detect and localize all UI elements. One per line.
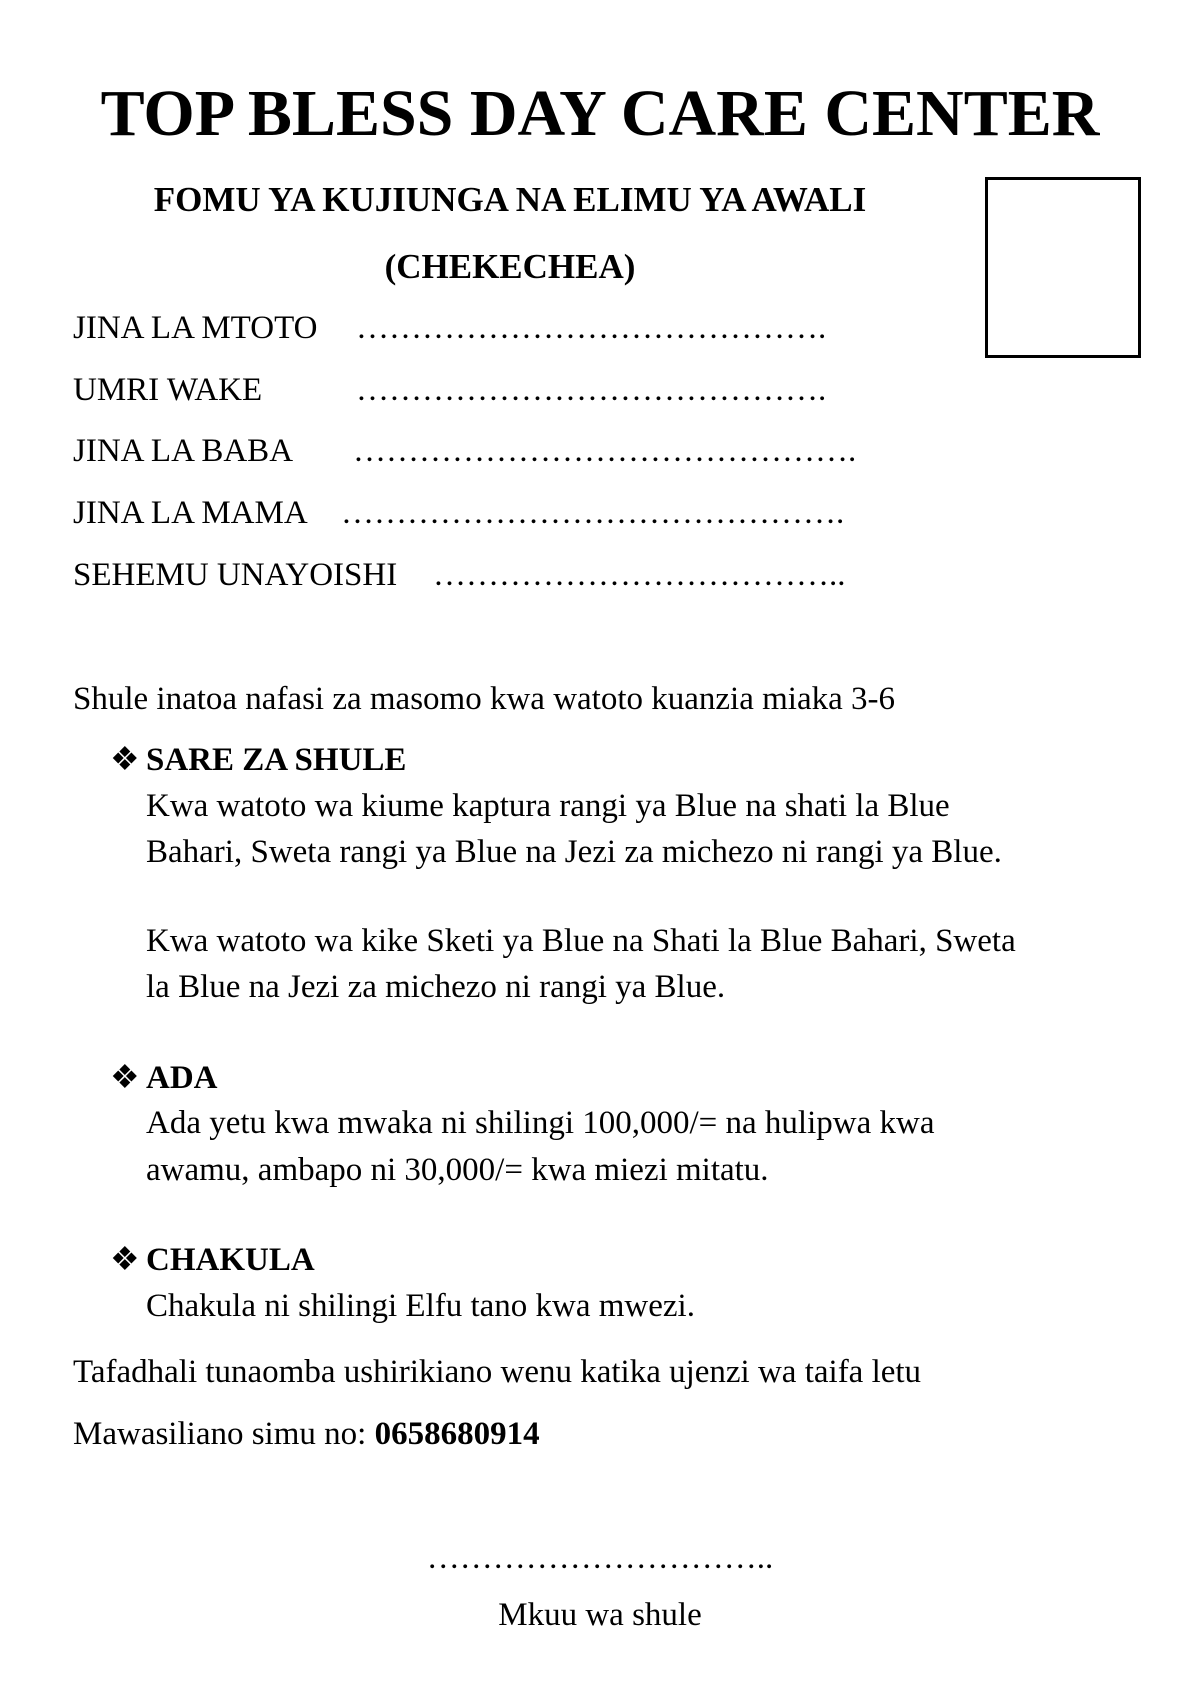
fees-line2: awamu, ambapo ni 30,000/= kwa miezi mitatu. (146, 1152, 769, 1188)
field-mother-name (73, 493, 845, 533)
fees-line1: Ada yetu kwa mwaka ni shilingi 100,000/= na hulipwa kwa (146, 1105, 935, 1141)
field-residence (73, 555, 846, 595)
field-label: JINA LA BABA (73, 433, 294, 469)
field-child-name (73, 308, 827, 348)
contact-line (73, 1414, 540, 1454)
closing-text: Tafadhali tunaomba ushirikiano wenu katika ujenzi wa taifa letu (73, 1354, 922, 1390)
fill-line: ……………………………………. (356, 372, 827, 408)
section-heading-fees (110, 1058, 218, 1098)
signature-line: ………………………….. (426, 1540, 774, 1576)
section-title: SARE ZA SHULE (146, 742, 407, 778)
field-father-name (73, 431, 857, 471)
fill-line: ………………………………………. (353, 433, 857, 469)
uniform-girls-line1: Kwa watoto wa kike Sketi ya Blue na Shati la Blue Bahari, Sweta (146, 923, 1016, 959)
uniform-girls-line2: la Blue na Jezi za michezo ni rangi ya Blue. (146, 969, 726, 1005)
contact-phone: 0658680914 (374, 1416, 540, 1452)
field-label: SEHEMU UNAYOISHI (73, 557, 398, 593)
contact-label: Mawasiliano simu no: (73, 1416, 367, 1452)
fill-line: ……………………………….. (433, 557, 846, 593)
form-subtitle-line2: (CHEKECHEA) (384, 247, 636, 286)
diamond-bullet-icon: ❖ (110, 1242, 140, 1278)
diamond-bullet-icon: ❖ (110, 742, 140, 778)
intro-text: Shule inatoa nafasi za masomo kwa watoto kuanzia miaka 3-6 (73, 681, 895, 717)
signature-title: Mkuu wa shule (498, 1597, 702, 1633)
section-heading-uniform (110, 740, 406, 780)
fill-line: ……………………………………. (356, 310, 827, 346)
school-name-title: TOP BLESS DAY CARE CENTER (100, 77, 1100, 150)
field-label: UMRI WAKE (73, 372, 263, 408)
fill-line: ………………………………………. (341, 495, 845, 531)
field-label: JINA LA MAMA (73, 495, 308, 531)
food-line1: Chakula ni shilingi Elfu tano kwa mwezi. (146, 1288, 695, 1324)
form-subtitle-line1: FOMU YA KUJIUNGA NA ELIMU YA AWALI (153, 180, 867, 219)
diamond-bullet-icon: ❖ (110, 1060, 140, 1096)
uniform-boys-line2: Bahari, Sweta rangi ya Blue na Jezi za michezo ni rangi ya Blue. (146, 834, 1002, 870)
section-title: ADA (146, 1060, 218, 1096)
field-child-age (73, 370, 827, 410)
passport-photo-box (985, 177, 1141, 358)
section-heading-food (110, 1240, 315, 1280)
uniform-boys-line1: Kwa watoto wa kiume kaptura rangi ya Blue na shati la Blue (146, 788, 950, 824)
field-label: JINA LA MTOTO (73, 310, 318, 346)
section-title: CHAKULA (146, 1242, 315, 1278)
